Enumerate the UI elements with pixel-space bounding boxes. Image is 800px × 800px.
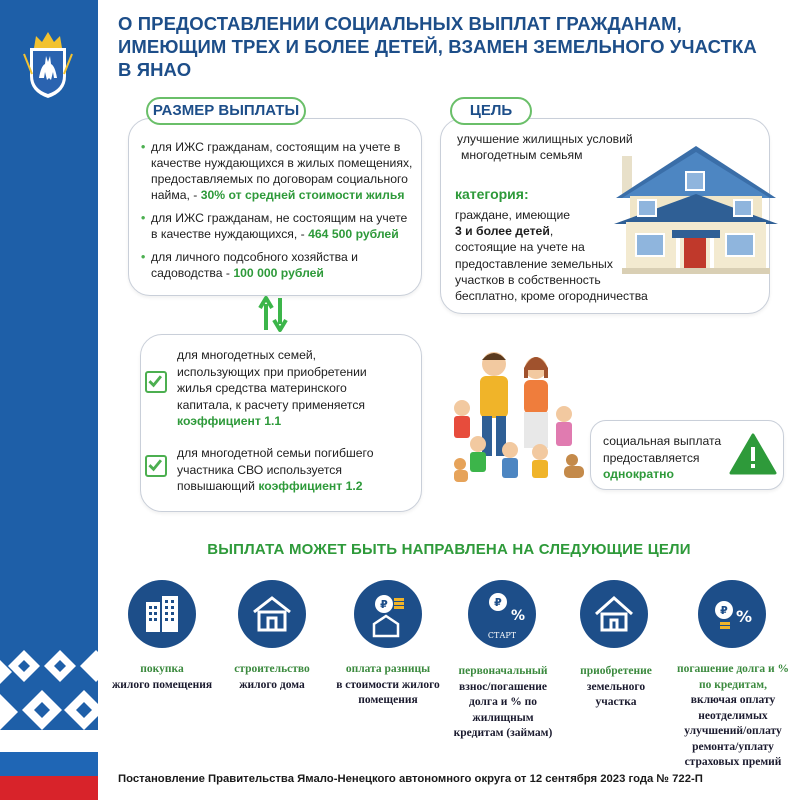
one-time-text: социальная выплата предоставляется однократно bbox=[603, 434, 722, 481]
payment-size-card bbox=[128, 118, 422, 296]
coefficient-item: для многодетных семей, использующих при приобретении жилья средства материнского капитала, к расчету применяется коэффициент 1.1 bbox=[177, 348, 367, 428]
start-percent-icon bbox=[468, 580, 536, 648]
purpose-caption: покупка жилого помещения bbox=[111, 663, 213, 691]
svg-text:₽: ₽ bbox=[494, 596, 502, 609]
title-line-1: О ПРЕДОСТАВЛЕНИИ СОЦИАЛЬНЫХ ВЫПЛАТ ГРАЖДАНАМ, bbox=[118, 13, 682, 34]
payment-item: • для ИЖС гражданам, состоящим на учете в качестве нуждающихся в жилых помещениях, предоставляемых по договорам социального найма, - 30% от средней стоимости жилья bbox=[141, 139, 415, 203]
warning-icon bbox=[729, 433, 777, 475]
ornament-pattern bbox=[0, 650, 98, 730]
payment-item: • для ИЖС гражданам, не состоящим на учете в качестве нуждающихся, - 464 500 рублей bbox=[141, 210, 415, 242]
house-icon bbox=[580, 580, 648, 648]
svg-text:₽: ₽ bbox=[380, 598, 388, 611]
category-text: граждане, имеющие 3 и более детей, состоящие на учете на предоставление земельных участков в собственность бесплатно, кроме огородничества bbox=[455, 208, 648, 304]
house-build-icon bbox=[238, 580, 306, 648]
coefficient-item: для многодетной семьи погибшего участника СВО используется повышающий коэффициент 1.2 bbox=[177, 446, 374, 493]
ruble-percent-icon bbox=[698, 580, 766, 648]
purpose-caption: приобретение земельного участка bbox=[580, 665, 652, 708]
one-time-payment-card bbox=[590, 420, 784, 490]
payment-item: • для личного подсобного хозяйства и садоводства - 100 000 рублей bbox=[141, 249, 415, 281]
payment-size-list bbox=[141, 139, 415, 288]
svg-text:%: % bbox=[735, 607, 753, 626]
svg-text:%: % bbox=[510, 608, 526, 624]
purpose-caption: оплата разницы в стоимости жилого помещения bbox=[336, 663, 440, 706]
svg-text:СТАРТ: СТАРТ bbox=[487, 631, 517, 640]
title-line-3: В ЯНАО bbox=[118, 59, 192, 80]
purpose-caption: первоначальный взнос/погашение долга и % по жилищным кредитам (займам) bbox=[453, 665, 553, 739]
exchange-arrows-icon bbox=[258, 296, 288, 332]
checkmark-icon bbox=[145, 371, 167, 393]
ruble-house-icon bbox=[354, 580, 422, 648]
svg-text:₽: ₽ bbox=[720, 604, 728, 617]
goal-label: ЦЕЛЬ bbox=[450, 97, 532, 125]
yanao-emblem-icon bbox=[22, 30, 74, 100]
checkmark-icon bbox=[145, 455, 167, 477]
purpose-caption: погашение долга и % по кредитам, включая оплату неотделимых улучшений/оплату ремонта/уплату страховых премий bbox=[676, 663, 790, 768]
house-illustration bbox=[612, 138, 780, 278]
footer-reference: Постановление Правительства Ямало-Ненецкого автономного округа от 12 сентября 2023 года № 722-П bbox=[118, 773, 703, 785]
purposes-title: ВЫПЛАТА МОЖЕТ БЫТЬ НАПРАВЛЕНА НА СЛЕДУЮЩИЕ ЦЕЛИ bbox=[207, 541, 691, 558]
page-title bbox=[118, 12, 788, 81]
coefficient-card bbox=[140, 334, 422, 512]
building-icon bbox=[128, 580, 196, 648]
purpose-caption: строительство жилого дома bbox=[234, 663, 310, 691]
left-decorative-band bbox=[0, 0, 98, 800]
category-label: категория: bbox=[455, 186, 529, 202]
goal-text: улучшение жилищных условий многодетным семьям bbox=[457, 132, 633, 162]
title-line-2: ИМЕЮЩИМ ТРЕХ И БОЛЕЕ ДЕТЕЙ, ВЗАМЕН ЗЕМЕЛЬНОГО УЧАСТКА bbox=[118, 36, 757, 57]
family-illustration bbox=[448, 346, 596, 494]
payment-size-label: РАЗМЕР ВЫПЛАТЫ bbox=[146, 97, 306, 125]
